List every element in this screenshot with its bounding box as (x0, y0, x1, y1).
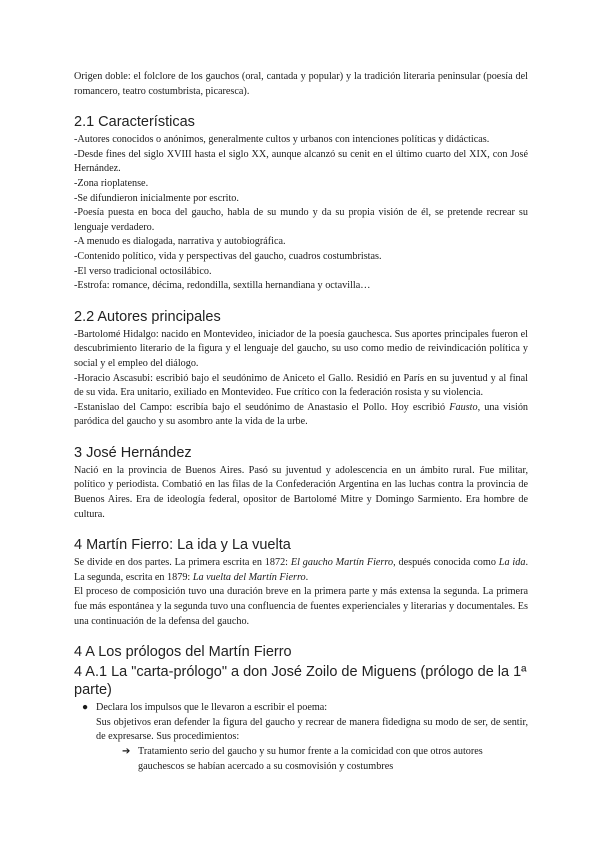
bullet-list (74, 701, 528, 716)
text-run: , después conocida como (393, 557, 499, 569)
list-item: -El verso tradicional octosilábico. (74, 265, 212, 277)
text-run: , una visión paródica del gaucho y su asombro ante la vida de la urbe. (74, 401, 529, 428)
text-run: . (305, 571, 309, 583)
list-item: -Poesía puesta en boca del gaucho, habla de su mundo y da su propia visión de él, se pretende recrear su lenguaje verdadero. (74, 207, 528, 233)
arrow-list-item (74, 745, 528, 774)
bullet-dot-icon: ● (82, 702, 89, 714)
work-title: La ida (498, 557, 526, 569)
arrow-right-icon: ➔ (122, 746, 131, 757)
list-item: -Estrofa: romance, décima, redondilla, sextilla hernandiana y octavilla… (74, 280, 371, 292)
section-4-heading: 4 Martín Fierro: La ida y La vuelta (74, 537, 291, 554)
list-item-del-campo (74, 401, 528, 430)
arrow-item-text: Tratamiento serio del gaucho y su humor frente a la comicidad con que otros autores gauchescos se habían acercado a su cosmovisión y costumbres (138, 746, 483, 772)
section-4-paragraph-1 (74, 556, 528, 585)
section-4a1-heading: 4 A.1 La "carta-prólogo" a don José Zoilo de Miguens (prólogo de la 1ª parte) (74, 664, 527, 699)
section-4-paragraph-2: El proceso de composición tuvo una duración breve en la primera parte y más extensa la segunda. La primera fue más espontánea y la segunda tuvo una confluencia de fuentes experienciales y literarias y documentales. Es una continuación de la defensa del gaucho. (74, 586, 528, 627)
section-3-paragraph: Nació en la provincia de Buenos Aires. Pasó su juventud y adolescencia en un ámbito rural. Fue militar, político y periodista. Combatió en las filas de la Confederación Argentina en las luchas contra la provincia de Buenos Aires. Era de ideología federal, opositor de Bartolomé Mitre y Domingo Sarmiento. Era hombre de cultura. (74, 464, 528, 520)
section-4a-heading: 4 A Los prólogos del Martín Fierro (74, 644, 292, 661)
bullet-text: Declara los impulsos que le llevaron a escribir el poema: (96, 702, 328, 714)
list-item: -Autores conocidos o anónimos, generalmente cultos y urbanos con intenciones políticas y didácticas. (74, 134, 490, 146)
objectives-paragraph: Sus objetivos eran defender la figura del gaucho y recrear de manera fidedigna su modo de ser, de sentir, de expresarse. Sus procedimientos: (96, 716, 528, 743)
work-title: El gaucho Martín Fierro (290, 557, 394, 569)
intro-paragraph: Origen doble: el folclore de los gauchos (oral, cantada y popular) y la tradición literaria peninsular (poesía del romancero, teatro costumbrista, picaresca). (74, 71, 528, 97)
list-item: -Contenido político, vida y perspectivas del gaucho, cuadros costumbristas. (74, 250, 382, 262)
bullet-item (74, 701, 528, 716)
section-3-heading: 3 José Hernández (74, 444, 192, 461)
text-run: -Estanislao del Campo: escribía bajo el seudónimo de Anastasio el Pollo. Hoy escribió (74, 401, 450, 413)
list-item: -Zona rioplatense. (74, 177, 149, 189)
list-item: -Se difundieron inicialmente por escrito. (74, 192, 239, 204)
text-run: Se divide en dos partes. La primera escrita en 1872: (74, 557, 291, 569)
list-item: -Bartolomé Hidalgo: nacido en Montevideo, iniciador de la poesía gauchesca. Sus aportes principales fueron el descubrimiento literario de la figura y el lenguaje del gaucho, su uso como medio de reivindicación política y social y el empleo del diálogo. (74, 328, 528, 369)
document-page (74, 70, 528, 774)
work-title: Fausto (449, 401, 478, 413)
section-2-1-list (74, 133, 528, 294)
work-title: La vuelta del Martín Fierro (192, 571, 306, 583)
list-item: -Desde fines del siglo XVIII hasta el siglo XX, aunque alcanzó su cenit en el último cuarto del XIX, con José Hernández. (74, 148, 528, 175)
list-item: -A menudo es dialogada, narrativa y autobiográfica. (74, 236, 286, 248)
text-run: . La segunda, escrita en 1879: (74, 557, 528, 583)
section-2-1-heading: 2.1 Características (74, 114, 195, 131)
section-2-2-list (74, 328, 528, 430)
section-2-2-heading: 2.2 Autores principales (74, 308, 221, 325)
list-item: -Horacio Ascasubi: escribió bajo el seudónimo de Aniceto el Gallo. Residió en París en su juventud y al final de su vida. Era unitario, exiliado en Montevideo. Fue crítico con la federación rosista y su violencia. (74, 372, 528, 399)
